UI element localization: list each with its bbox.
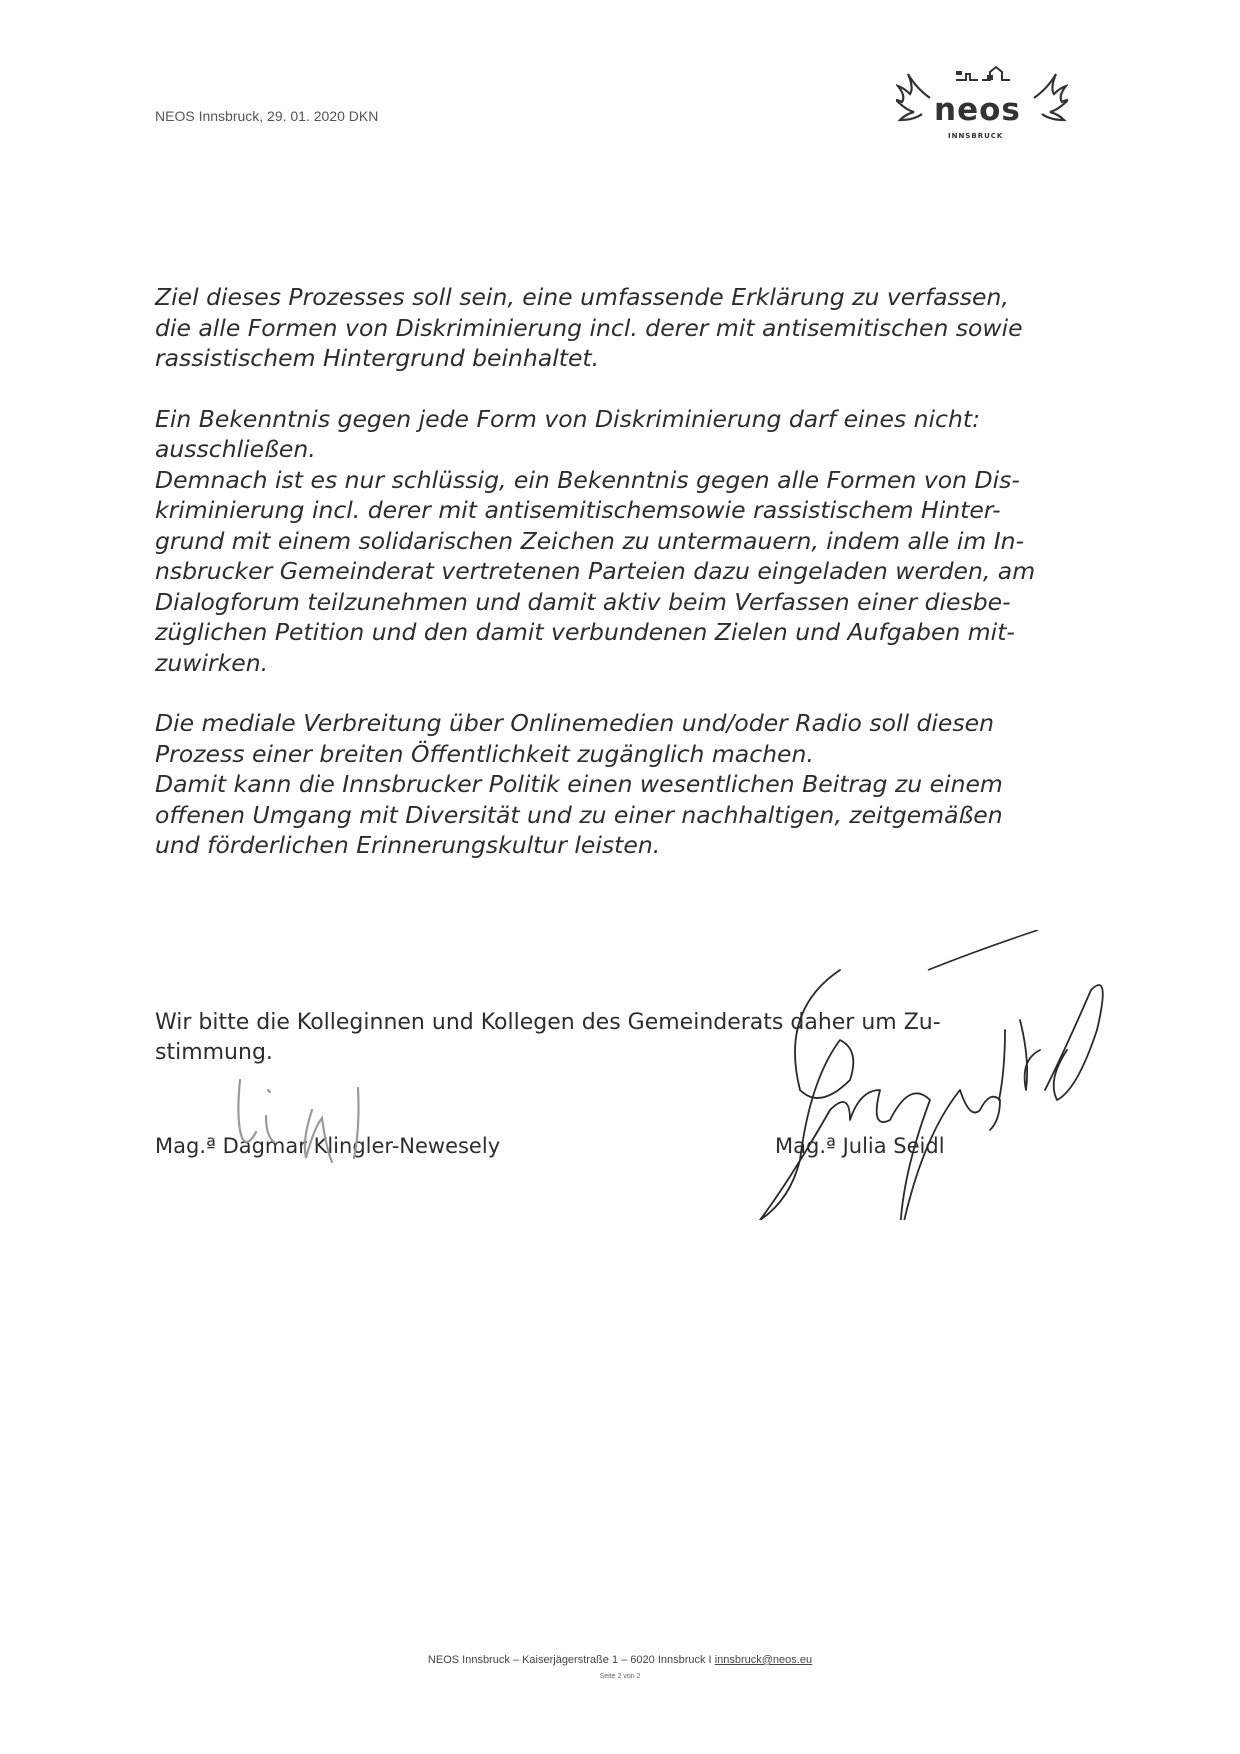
footer-email-link[interactable]: innsbruck@neos.eu bbox=[714, 1654, 813, 1666]
letter-footer bbox=[0, 1654, 1240, 1666]
approval-request: Wir bitte die Kolleginnen und Kollegen des Gemeinderats daher um Zu- stimmung. bbox=[155, 1010, 941, 1065]
signer-name-left: Mag.ª Dagmar Klingler-Newesely bbox=[155, 1134, 501, 1158]
letter-body bbox=[155, 282, 1095, 861]
logo-wordmark: neos bbox=[934, 92, 1021, 128]
neos-innsbruck-logo bbox=[896, 58, 1068, 148]
letter-date-reference: NEOS Innsbruck, 29. 01. 2020 DKN bbox=[155, 108, 379, 124]
paragraph-goal: Ziel dieses Prozesses soll sein, eine umfassende Erklärung zu verfassen, die alle Formen von Diskriminierung incl. derer mit antisemitischen sowie rassistischem Hintergrund beinhaltet. bbox=[155, 283, 1023, 372]
logo-subtitle: INNSBRUCK bbox=[948, 132, 1004, 140]
footer-address: NEOS Innsbruck – Kaiserjägerstraße 1 – 6020 Innsbruck I bbox=[427, 1654, 715, 1666]
signature-left bbox=[220, 1060, 440, 1170]
page-number: Seite 2 von 2 bbox=[599, 1673, 641, 1680]
paragraph-media: Die mediale Verbreitung über Onlinemedien und/oder Radio soll diesen Prozess einer breiten Öffentlichkeit zugänglich machen. Damit kann die Innsbrucker Politik einen wesentlichen Beitrag zu einem offenen Umgang mit Diversität und zu einer nachhaltigen, zeitgemäßen und förderlichen Erinnerungskultur leisten. bbox=[155, 709, 1003, 859]
signature-right bbox=[700, 930, 1160, 1220]
paragraph-commitment: Ein Bekenntnis gegen jede Form von Diskriminierung darf eines nicht: ausschließen. Demnach ist es nur schlüssig, ein Bekenntnis gegen alle Formen von Dis- kriminierung incl. derer mit antisemitischemsowie rassistischem Hinter- grund mit einem solidarischen Zeichen zu untermauern, indem alle im In- nsbrucker Gemeinderat vertretenen Parteien dazu eingeladen werden, am Dialogforum teilzunehmen und damit aktiv beim Verfassen einer diesbe- züglichen Petition und den damit verbundenen Zielen und Aufgaben mit- zuwirken. bbox=[155, 404, 1036, 677]
signer-name-right: Mag.ª Julia Seidl bbox=[775, 1134, 945, 1158]
